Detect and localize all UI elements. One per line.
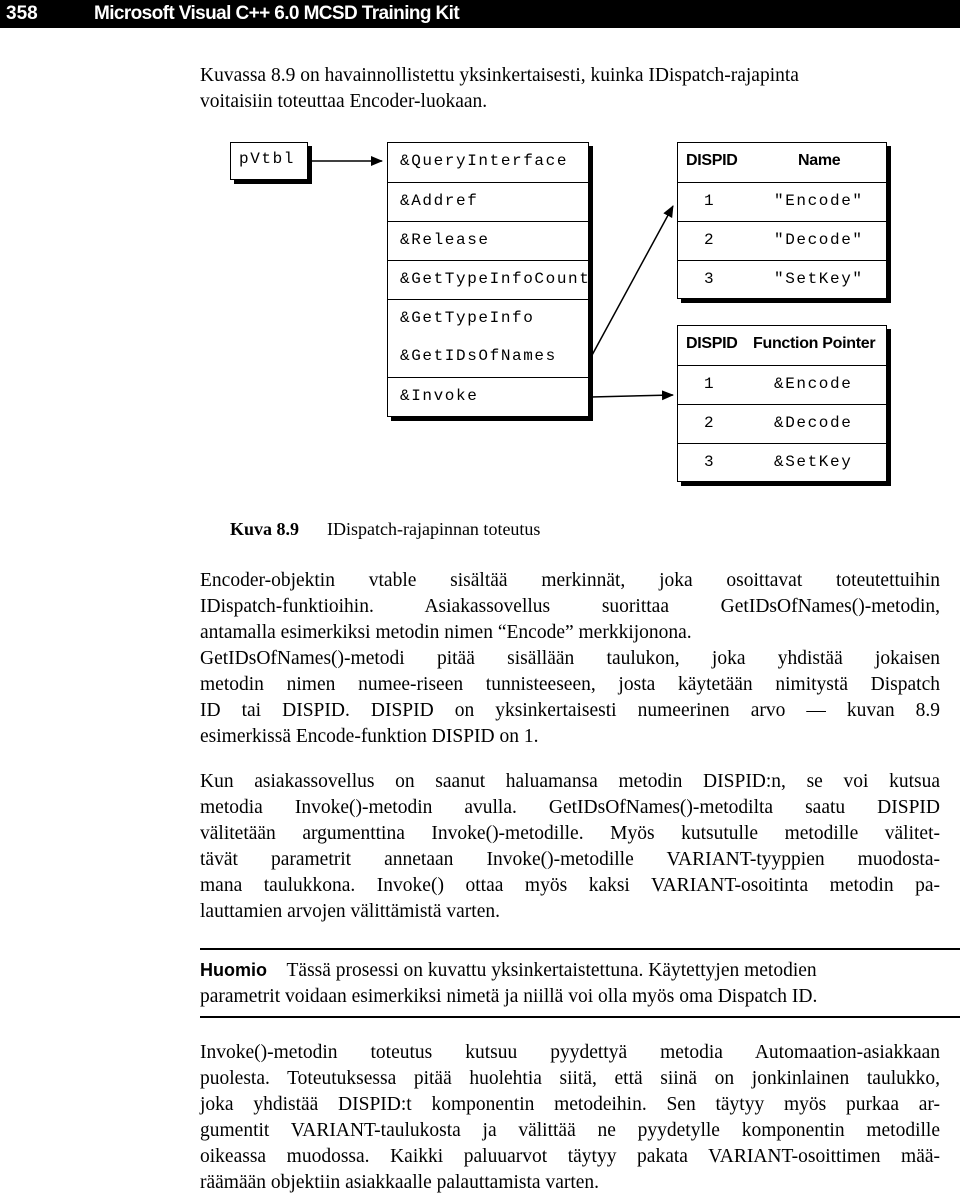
vtable-box bbox=[387, 142, 589, 417]
vtable-entry: &QueryInterface bbox=[400, 152, 569, 170]
text-line: voitaisiin toteuttaa Encoder-luokaan. bbox=[200, 91, 488, 112]
paragraph bbox=[200, 1040, 940, 1196]
text-line: välitetään argumenttina Invoke()-metodille. Myös kutsutulle metodille välitet- bbox=[200, 823, 940, 844]
note bbox=[200, 957, 940, 1010]
table-row: 3 "SetKey" bbox=[678, 260, 886, 299]
text-line: Kun asiakassovellus on saanut haluamansa metodin DISPID:n, se voi kutsua bbox=[200, 771, 940, 792]
paragraph bbox=[200, 568, 940, 750]
table-row: 3 &SetKey bbox=[678, 443, 886, 482]
vtable-entry: &Release bbox=[388, 221, 588, 261]
text-line: GetIDsOfNames()-metodi pitää sisällään taulukon, joka yhdistää jokaisen bbox=[200, 648, 940, 669]
note-top-rule bbox=[200, 948, 960, 950]
paragraph bbox=[200, 769, 940, 925]
book-title: Microsoft Visual C++ 6.0 MCSD Training Kit bbox=[94, 3, 460, 24]
text-line: lauttamien arvojen välittämistä varten. bbox=[200, 901, 500, 922]
table-row: 2 "Decode" bbox=[678, 221, 886, 261]
text-line: oikeassa muodossa. Kaikki paluuarvot täytyy pakata VARIANT-osoittimen mää- bbox=[200, 1146, 940, 1167]
dispid-function-pointer-table bbox=[677, 325, 887, 482]
text-line: esimerkissä Encode-funktion DISPID on 1. bbox=[200, 726, 539, 747]
text-line: metodin nimen numee-riseen tunnisteeseen, josta käytetään nimitystä Dispatch bbox=[200, 674, 940, 695]
vtable-entry: &Addref bbox=[388, 182, 588, 222]
figure-label: Kuva 8.9 bbox=[230, 519, 300, 539]
figure-caption: IDispatch-rajapinnan toteutus bbox=[327, 519, 541, 539]
page-number: 358 bbox=[6, 3, 38, 24]
vtable-entry: &GetTypeInfoCount bbox=[388, 260, 588, 300]
table-header: DISPID Name bbox=[686, 152, 841, 169]
getidsofnames-arrow bbox=[591, 206, 673, 357]
text-line: parametrit voidaan esimerkiksi nimetä ja niillä voi olla myös oma Dispatch ID. bbox=[200, 986, 818, 1007]
text-line: mana taulukkona. Invoke() ottaa myös kaksi VARIANT-osoitinta metodin pa- bbox=[200, 875, 940, 896]
table-row: 1 "Encode" bbox=[678, 182, 886, 222]
invoke-arrow bbox=[591, 395, 673, 397]
text-line: gumentit VARIANT-taulukosta ja välittää ne pyydetylle komponentin metodille bbox=[200, 1120, 940, 1141]
table-header: DISPID Function Pointer bbox=[686, 335, 876, 352]
vtable-entry: &Invoke bbox=[388, 377, 588, 417]
table-row: 1 &Encode bbox=[678, 365, 886, 405]
note-label: Huomio bbox=[200, 960, 267, 980]
text-line: Huomio Tässä prosessi on kuvattu yksinkertaistettuna. Käytettyjen metodien bbox=[200, 960, 817, 981]
pvtbl-box bbox=[230, 142, 308, 180]
text-line: antamalla esimerkiksi metodin nimen “Encode” merkkijonona. bbox=[200, 622, 692, 643]
text-line: IDispatch-funktioihin. Asiakassovellus suorittaa GetIDsOfNames()-metodin, bbox=[200, 596, 940, 617]
text-line: tävät parametrit annetaan Invoke()-metodille VARIANT-tyyppien muodosta- bbox=[200, 849, 940, 870]
vtable-entry: &GetIDsOfNames bbox=[400, 347, 557, 365]
vtable-entry: &GetTypeInfo bbox=[388, 299, 588, 339]
pvtbl-label: pVtbl bbox=[239, 150, 296, 168]
text-line: joka yhdistää DISPID:t komponentin metodeihin. Sen täytyy myös purkaa ar- bbox=[200, 1094, 940, 1115]
note-bottom-rule bbox=[200, 1016, 960, 1018]
text-line: Encoder-objektin vtable sisältää merkinnät, joka osoittavat toteutettuihin bbox=[200, 570, 940, 591]
text-line: puolesta. Toteutuksessa pitää huolehtia siitä, että siinä on jonkinlainen taulukko, bbox=[200, 1068, 940, 1089]
text-line: Invoke()-metodin toteutus kutsuu pyydettyä metodia Automaation-asiakkaan bbox=[200, 1042, 940, 1063]
text-line: ID tai DISPID. DISPID on yksinkertaisesti numeerinen arvo — kuvan 8.9 bbox=[200, 700, 940, 721]
text-line: Kuvassa 8.9 on havainnollistettu yksinkertaisesti, kuinka IDispatch-rajapinta bbox=[200, 65, 799, 86]
text-line: metodia Invoke()-metodin avulla. GetIDsOfNames()-metodilta saatu DISPID bbox=[200, 797, 940, 818]
text-line: räämään objektiin asiakkaalle palauttamista varten. bbox=[200, 1172, 600, 1193]
dispid-name-table bbox=[677, 142, 887, 299]
table-row: 2 &Decode bbox=[678, 404, 886, 444]
